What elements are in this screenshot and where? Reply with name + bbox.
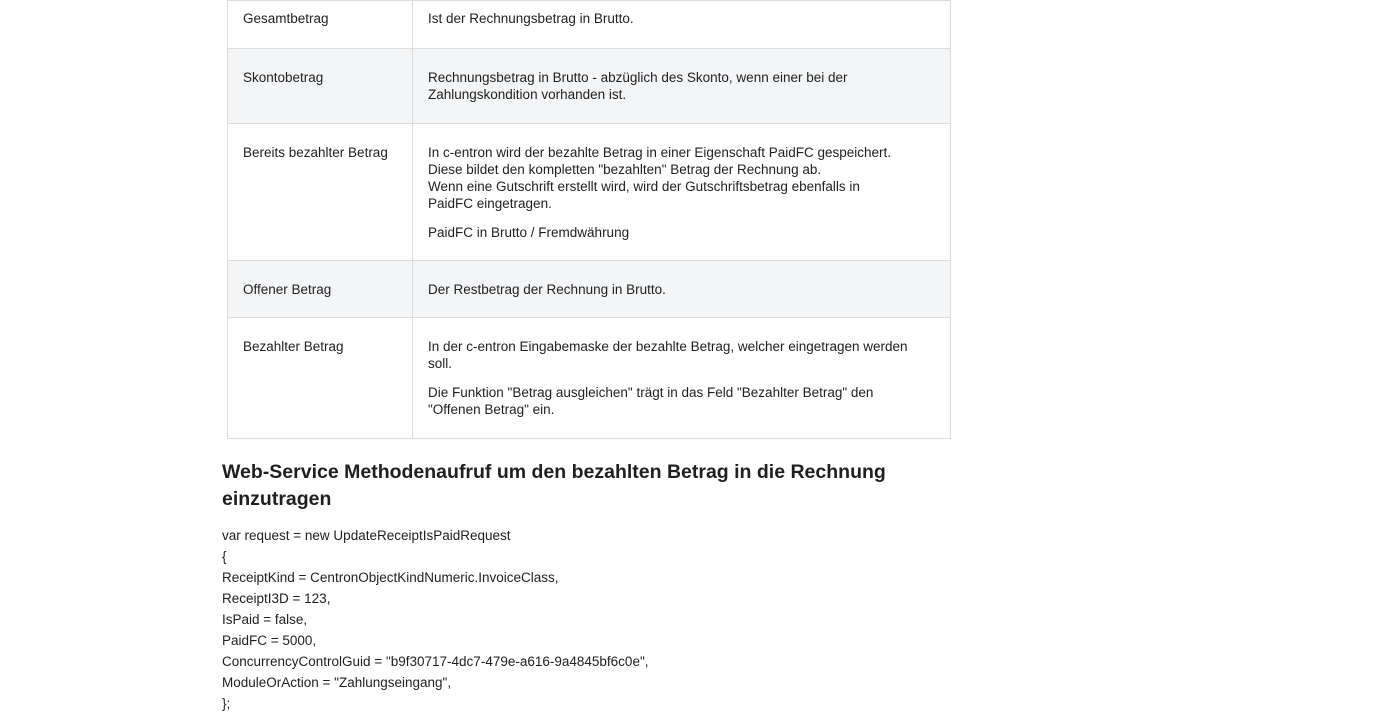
term-label: Bereits bezahlter Betrag <box>243 145 388 160</box>
code-line: { <box>222 549 227 564</box>
term-label: Bezahlter Betrag <box>243 339 344 354</box>
term-label: Offener Betrag <box>243 282 332 297</box>
term-cell <box>228 124 413 261</box>
description-paragraph: In c-entron wird der bezahlte Betrag in einer Eigenschaft PaidFC gespeichert. Diese bildet den kompletten "bezahlten" Betrag der Rechnung ab. Wenn eine Gutschrift erstellt wird, wird der Gutschriftsbetrag ebenfalls in PaidFC eingetragen. <box>428 145 892 211</box>
description-cell <box>413 1 951 49</box>
description-cell <box>413 49 951 124</box>
table-row <box>228 1 951 49</box>
code-line: ReceiptKind = CentronObjectKindNumeric.InvoiceClass, <box>222 570 559 585</box>
code-line: IsPaid = false, <box>222 612 308 627</box>
section-heading: Web-Service Methodenaufruf um den bezahlten Betrag in die Rechnung einzutragen <box>222 461 886 510</box>
code-line: ModuleOrAction = "Zahlungseingang", <box>222 675 452 690</box>
term-cell <box>228 261 413 318</box>
description-paragraph: In der c-entron Eingabemaske der bezahlte Betrag, welcher eingetragen werden soll. <box>428 339 908 371</box>
description-paragraph: Der Restbetrag der Rechnung in Brutto. <box>428 282 666 297</box>
table-row <box>228 261 951 318</box>
code-line: }; <box>222 696 231 711</box>
description-paragraph: Ist der Rechnungsbetrag in Brutto. <box>428 11 634 26</box>
code-line: PaidFC = 5000, <box>222 633 317 648</box>
table-row <box>228 318 951 439</box>
description-cell <box>413 124 951 261</box>
description-paragraph: Rechnungsbetrag in Brutto - abzüglich des Skonto, wenn einer bei der Zahlungskondition vorhanden ist. <box>428 70 848 102</box>
description-cell <box>413 261 951 318</box>
description-paragraph: Die Funktion "Betrag ausgleichen" trägt in das Feld "Bezahlter Betrag" den "Offenen Betrag" ein. <box>428 385 874 417</box>
code-line: ConcurrencyControlGuid = "b9f30717-4dc7-479e-a616-9a4845bf6c0e", <box>222 654 649 669</box>
term-label: Gesamtbetrag <box>243 11 329 26</box>
article-content <box>222 0 957 714</box>
amount-definitions-table <box>227 0 951 439</box>
description-cell <box>413 318 951 439</box>
table-row <box>228 49 951 124</box>
table-row <box>228 124 951 261</box>
description-paragraph: PaidFC in Brutto / Fremdwährung <box>428 225 630 240</box>
code-sample <box>222 525 957 714</box>
term-cell <box>228 1 413 49</box>
code-line: ReceiptI3D = 123, <box>222 591 331 606</box>
term-cell <box>228 49 413 124</box>
term-cell <box>228 318 413 439</box>
term-label: Skontobetrag <box>243 70 324 85</box>
code-line: var request = new UpdateReceiptIsPaidRequest <box>222 528 511 543</box>
